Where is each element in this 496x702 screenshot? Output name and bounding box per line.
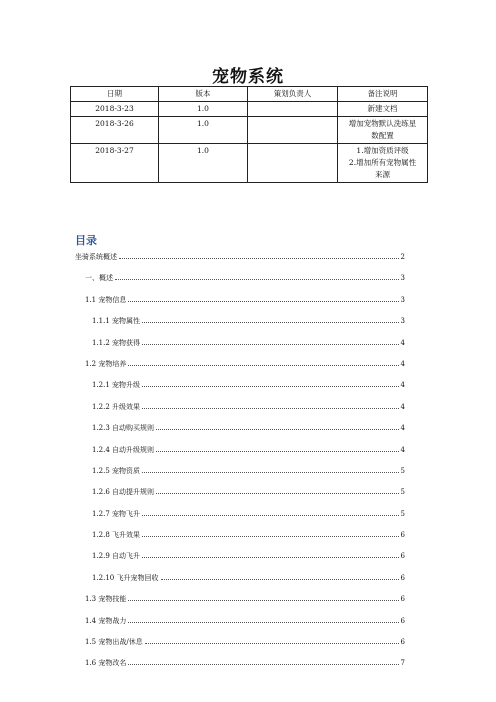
- revision-table: [70, 86, 428, 183]
- toc-entry-label: 1.2.7 宠物飞升: [92, 509, 141, 518]
- toc-entry-page: 7: [400, 659, 405, 668]
- toc-entry[interactable]: [75, 379, 405, 400]
- header-notes: 备注说明: [338, 87, 428, 102]
- toc-entry-label: 1.2 宠物培养: [85, 359, 127, 368]
- header-date: 日期: [71, 87, 159, 102]
- toc-entry[interactable]: [75, 508, 405, 529]
- toc-entry-label: 1.2.3 自动购买规则: [92, 424, 155, 433]
- toc-entry-label: 1.1 宠物信息: [85, 295, 127, 304]
- toc-entry[interactable]: [75, 315, 405, 336]
- toc-entry-page: 6: [400, 573, 405, 582]
- cell-date: 2018-3-23: [71, 102, 159, 117]
- toc-entry-label: 1.2.6 自动提升规则: [92, 488, 155, 497]
- cell-version: 1.0: [159, 144, 248, 183]
- toc-leader-dots: [128, 600, 398, 601]
- toc-entry-page: 6: [400, 552, 405, 561]
- toc-entry-page: 4: [400, 381, 405, 390]
- toc-leader-dots: [142, 344, 398, 345]
- toc-entry-label: 1.2.10 飞升宠物回收: [92, 573, 159, 582]
- toc-leader-dots: [119, 258, 399, 259]
- toc-leader-dots: [142, 536, 398, 537]
- toc-leader-dots: [156, 493, 398, 494]
- toc-entry[interactable]: [75, 251, 405, 272]
- table-row: [71, 144, 428, 183]
- toc-entry-label: 1.2.9 自动飞升: [92, 552, 141, 561]
- toc-leader-dots: [128, 365, 398, 366]
- toc-entry-page: 3: [400, 295, 405, 304]
- toc-entry[interactable]: [75, 593, 405, 614]
- toc-entry[interactable]: [75, 615, 405, 636]
- cell-version: 1.0: [159, 117, 248, 144]
- toc-leader-dots: [161, 579, 399, 580]
- toc-entry[interactable]: [75, 529, 405, 550]
- toc-entry-label: 1.1.2 宠物获得: [92, 338, 141, 347]
- toc-entry-label: 1.2.4 自动升级规则: [92, 445, 155, 454]
- toc-entry-page: 4: [400, 402, 405, 411]
- document-title: 宠物系统: [212, 67, 284, 87]
- cell-notes: 增加宠物默认洗练星数配置: [338, 117, 428, 144]
- toc-entry-page: 5: [400, 509, 405, 518]
- toc-entry-page: 2: [400, 253, 405, 261]
- toc-entry[interactable]: [75, 444, 405, 465]
- toc-leader-dots: [142, 386, 398, 387]
- toc-leader-dots: [128, 622, 398, 623]
- toc-leader-dots: [142, 515, 398, 516]
- toc-entry[interactable]: [75, 272, 405, 293]
- table-of-contents: [75, 251, 405, 679]
- cell-owner: [248, 144, 338, 183]
- cell-date: 2018-3-27: [71, 144, 159, 183]
- toc-entry-page: 6: [400, 531, 405, 540]
- toc-entry-page: 4: [400, 338, 405, 347]
- toc-entry-page: 6: [400, 638, 405, 647]
- toc-entry-label: 1.4 宠物战力: [85, 616, 127, 625]
- toc-leader-dots: [145, 643, 399, 644]
- toc-leader-dots: [142, 557, 398, 558]
- toc-entry-page: 5: [400, 488, 405, 497]
- toc-entry-label: 坐骑系统概述: [75, 253, 117, 261]
- toc-entry-label: 1.2.8 飞升效果: [92, 531, 141, 540]
- toc-entry[interactable]: [75, 657, 405, 678]
- table-row: [71, 117, 428, 144]
- toc-entry-label: 1.2.5 宠物资质: [92, 466, 141, 475]
- table-header-row: [71, 87, 428, 102]
- toc-entry[interactable]: [75, 636, 405, 657]
- toc-entry-label: 1.2.1 宠物升级: [92, 381, 141, 390]
- toc-entry[interactable]: [75, 550, 405, 571]
- cell-owner: [248, 117, 338, 144]
- toc-leader-dots: [142, 408, 398, 409]
- toc-entry-label: 1.2.2 升级效果: [92, 402, 141, 411]
- toc-entry[interactable]: [75, 358, 405, 379]
- cell-date: 2018-3-26: [71, 117, 159, 144]
- cell-owner: [248, 102, 338, 117]
- toc-entry-page: 6: [400, 595, 405, 604]
- toc-entry[interactable]: [75, 572, 405, 593]
- toc-entry-label: 1.1.1 宠物属性: [92, 317, 141, 326]
- toc-entry-page: 3: [400, 274, 405, 283]
- cell-notes: 新建文档: [338, 102, 428, 117]
- toc-entry-label: 1.5 宠物出战/休息: [85, 638, 143, 647]
- toc-entry-page: 4: [400, 359, 405, 368]
- toc-entry-page: 6: [400, 616, 405, 625]
- toc-entry[interactable]: [75, 465, 405, 486]
- toc-entry-label: 1.6 宠物改名: [85, 659, 127, 668]
- cell-version: 1.0: [159, 102, 248, 117]
- toc-leader-dots: [142, 322, 398, 323]
- header-version: 版本: [159, 87, 248, 102]
- header-owner: 策划负责人: [248, 87, 338, 102]
- toc-entry-page: 4: [400, 424, 405, 433]
- toc-leader-dots: [156, 451, 398, 452]
- toc-entry[interactable]: [75, 486, 405, 507]
- toc-leader-dots: [156, 429, 398, 430]
- toc-entry-label: 一、概述: [85, 274, 113, 283]
- toc-leader-dots: [128, 301, 398, 302]
- toc-entry[interactable]: [75, 337, 405, 358]
- toc-leader-dots: [128, 664, 398, 665]
- toc-leader-dots: [115, 279, 399, 280]
- toc-entry-page: 4: [400, 445, 405, 454]
- toc-entry[interactable]: [75, 422, 405, 443]
- toc-entry[interactable]: [75, 294, 405, 315]
- toc-entry-page: 5: [400, 466, 405, 475]
- toc-entry-label: 1.3 宠物技能: [85, 595, 127, 604]
- table-row: [71, 102, 428, 117]
- toc-entry-page: 3: [400, 317, 405, 326]
- cell-notes: 1.增加资质评级 2.增加所有宠物属性来源: [338, 144, 428, 183]
- toc-heading: 目录: [75, 234, 97, 247]
- toc-leader-dots: [142, 472, 398, 473]
- toc-entry[interactable]: [75, 401, 405, 422]
